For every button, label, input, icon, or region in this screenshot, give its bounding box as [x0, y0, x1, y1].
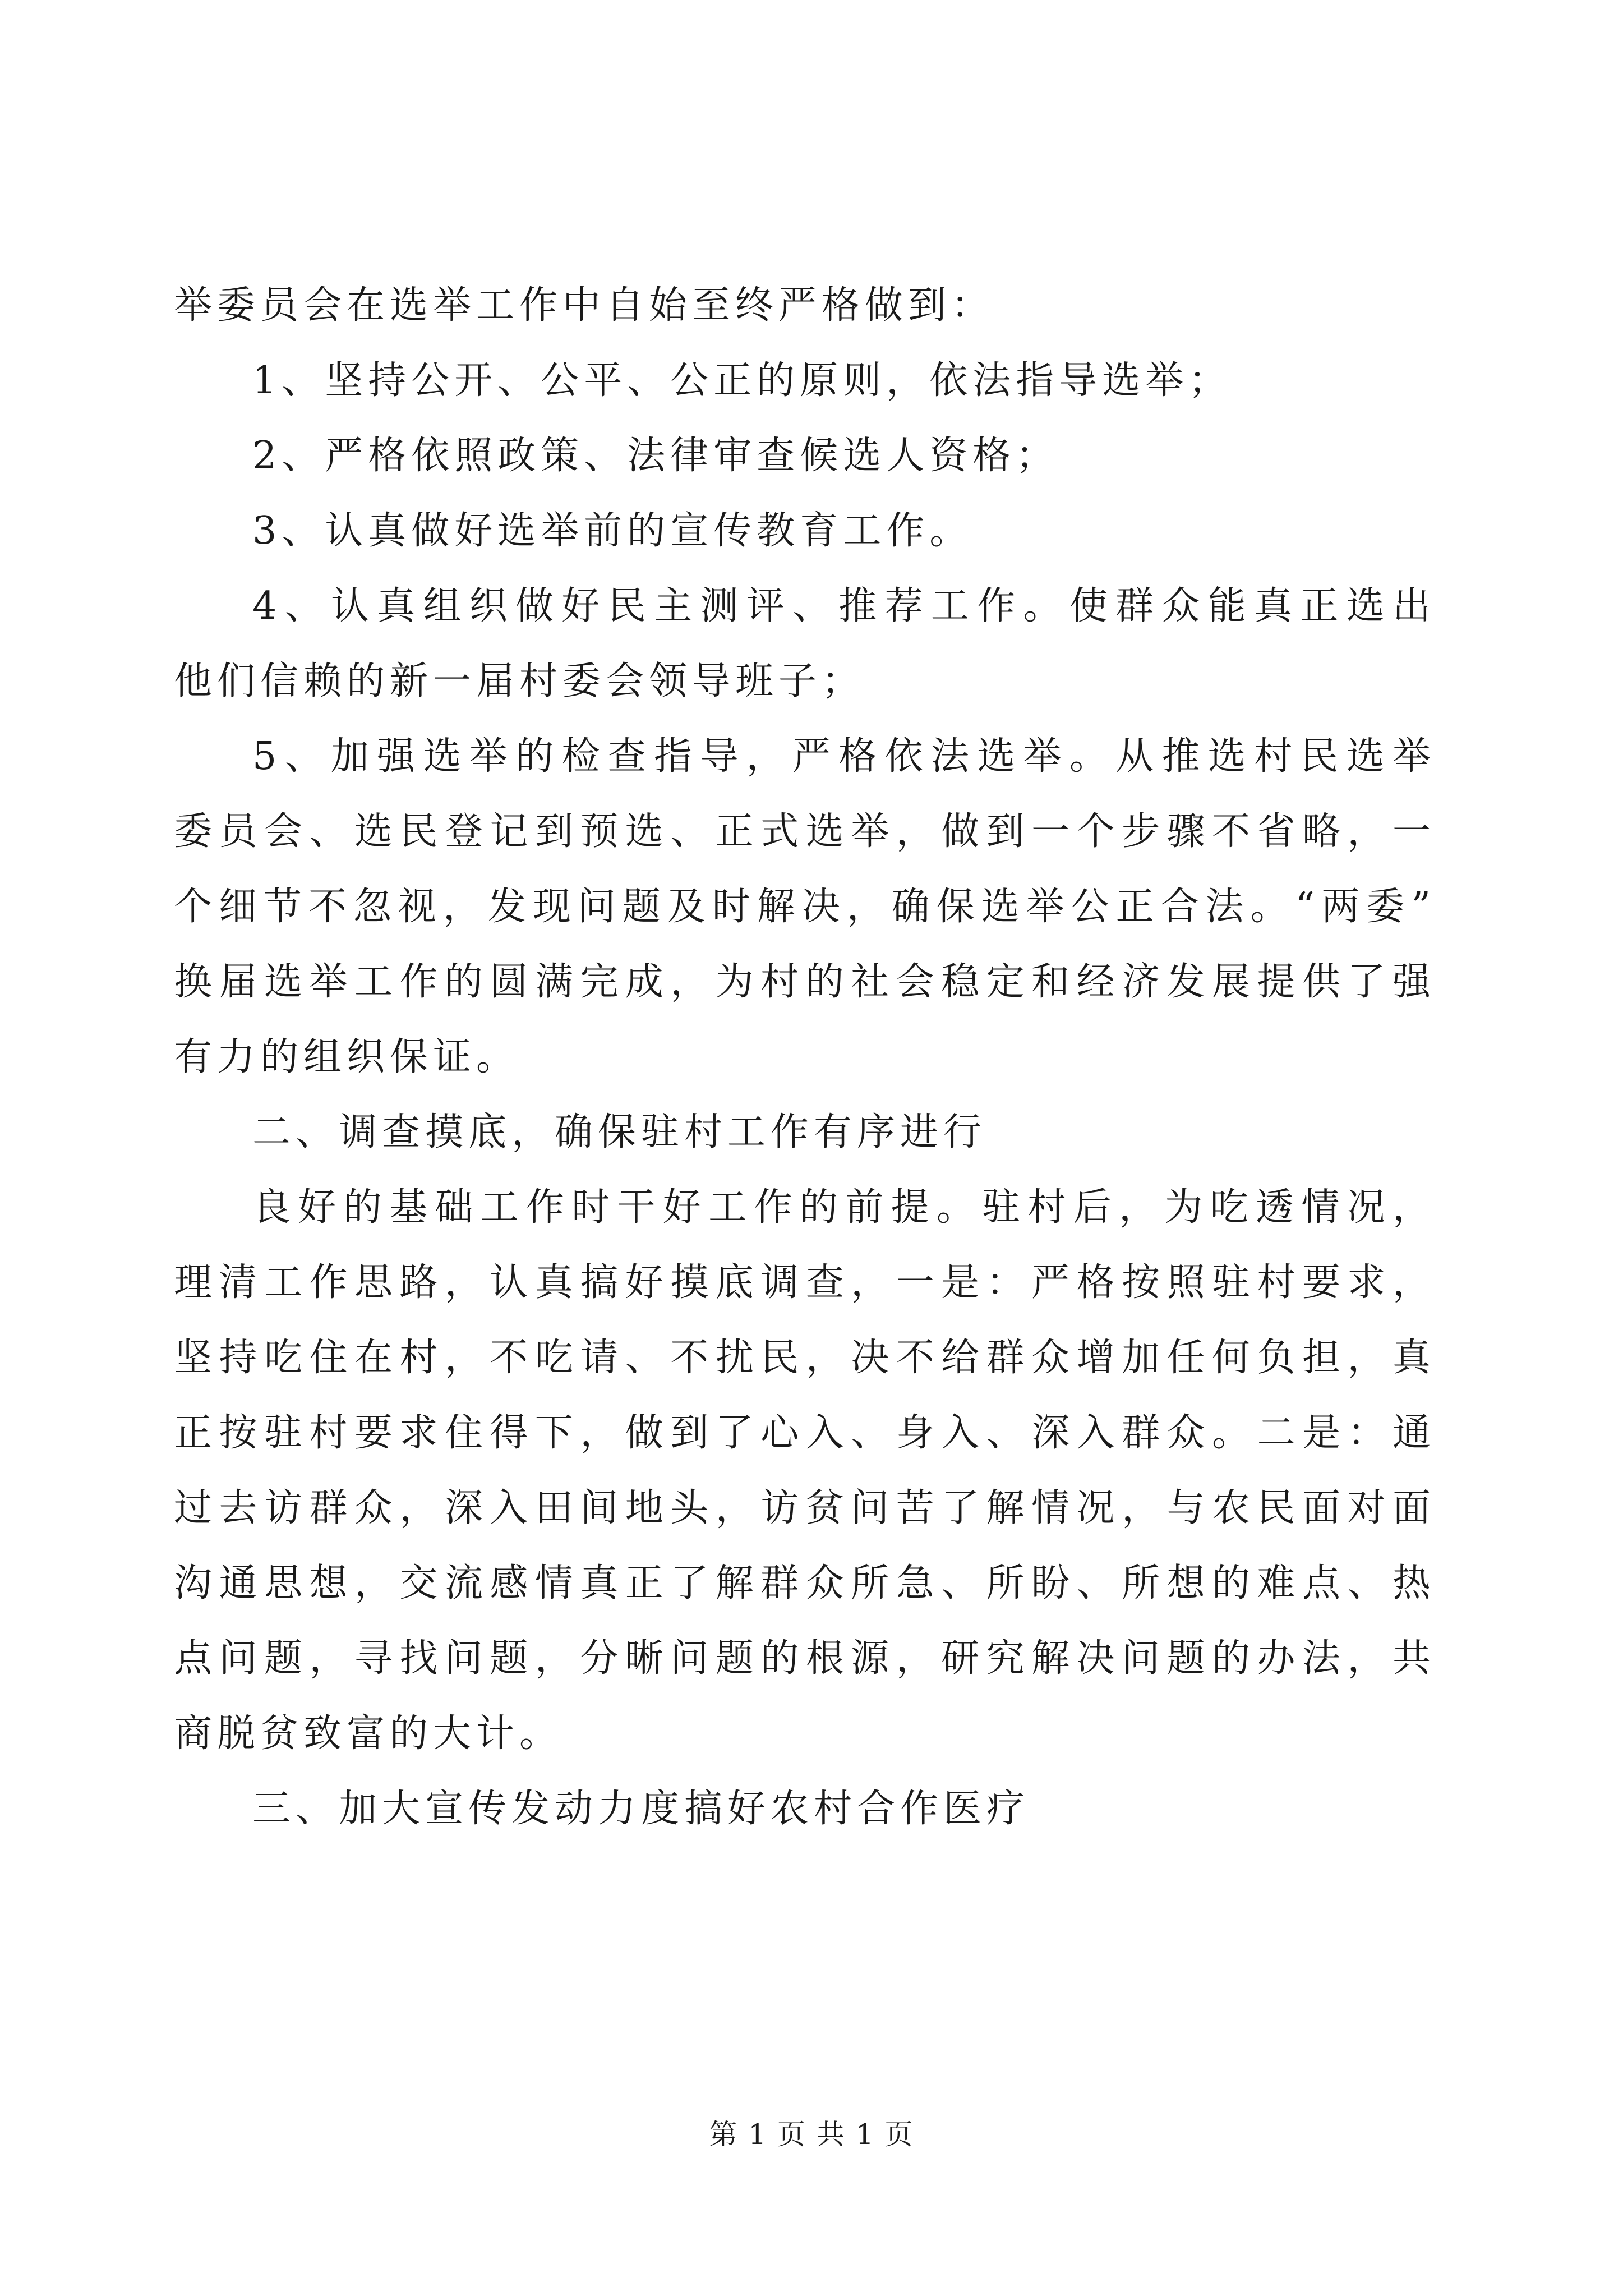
document-body — [174, 268, 1436, 1847]
body-line: 理清工作思路，认真搞好摸底调查，一是：严格按照驻村要求， — [174, 1260, 1436, 1305]
body-line: 坚持吃住在村，不吃请、不扰民，决不给群众增加任何负担，真 — [174, 1336, 1436, 1380]
body-line: 他们信赖的新一届村委会领导班子； — [174, 659, 865, 703]
section-heading-3: 三、加大宣传发动力度搞好农村合作医疗 — [252, 1787, 1030, 1831]
body-line: 委员会、选民登记到预选、正式选举，做到一个步骤不省略，一 — [174, 809, 1436, 854]
list-item-5: 5、加强选举的检查指导，严格依法选举。从推选村民选举 — [252, 734, 1436, 779]
list-item-1: 1、坚持公开、公平、公正的原则，依法指导选举； — [252, 358, 1232, 403]
body-line: 点问题，寻找问题，分晰问题的根源，研究解决问题的办法，共 — [174, 1636, 1436, 1681]
body-line: 商脱贫致富的大计。 — [174, 1711, 563, 1756]
body-line: 举委员会在选举工作中自始至终严格做到： — [174, 283, 995, 328]
body-line: 个细节不忽视，发现问题及时解决，确保选举公正合法。“两委” — [174, 885, 1436, 929]
body-line: 正按驻村要求住得下，做到了心入、身入、深入群众。二是：通 — [174, 1411, 1436, 1455]
list-item-3: 3、认真做好选举前的宣传教育工作。 — [252, 509, 973, 553]
body-line: 良好的基础工作时干好工作的前提。驻村后，为吃透情况， — [252, 1185, 1436, 1230]
list-item-2: 2、严格依照政策、法律审查候选人资格； — [252, 434, 1059, 478]
body-line: 过去访群众，深入田间地头，访贫问苦了解情况，与农民面对面 — [174, 1486, 1436, 1530]
body-line: 有力的组织保证。 — [174, 1035, 520, 1079]
body-line: 沟通思想，交流感情真正了解群众所急、所盼、所想的难点、热 — [174, 1561, 1436, 1605]
page-number-footer: 第 1 页 共 1 页 — [709, 2118, 914, 2151]
section-heading-2: 二、调查摸底，确保驻村工作有序进行 — [252, 1110, 987, 1154]
body-line: 换届选举工作的圆满完成，为村的社会稳定和经济发展提供了强 — [174, 960, 1436, 1004]
list-item-4: 4、认真组织做好民主测评、推荐工作。使群众能真正选出 — [252, 584, 1436, 628]
